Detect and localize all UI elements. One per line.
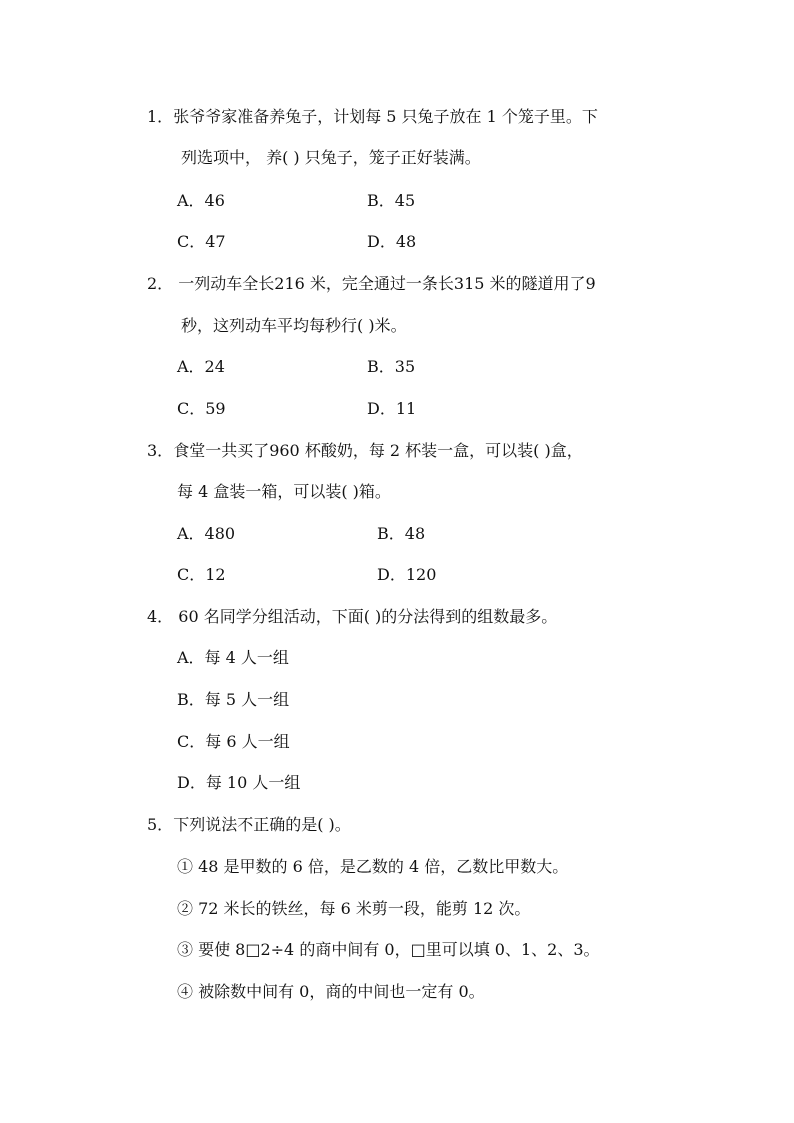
question-number: 1． (147, 107, 174, 126)
question-stem: 张爷爷家准备养兔子，计划每 5 只兔子放在 1 个笼子里。下 (173, 107, 598, 126)
question-1-line2: 列选项中， 养( ) 只兔子，笼子正好装满。 (181, 148, 481, 167)
question-stem: 下列说法不正确的是( )。 (173, 815, 351, 834)
question-number: 2． (147, 274, 174, 293)
question-3-line2: 每 4 盒装一箱，可以装( )箱。 (177, 482, 391, 501)
option-a: A．24 (177, 357, 225, 376)
option-c: C．59 (177, 399, 226, 418)
statement-3: ③ 要使 8□2÷4 的商中间有 0，□里可以填 0、1、2、3。 (177, 940, 600, 959)
option-c: C．每 6 人一组 (177, 732, 290, 751)
option-b: B．35 (367, 357, 416, 376)
question-1-line1 (147, 106, 598, 128)
option-b: B．45 (367, 191, 416, 210)
question-3-line1 (147, 440, 583, 462)
option-a: A．46 (177, 191, 225, 210)
option-a: A．每 4 人一组 (177, 648, 289, 667)
option-b: B．48 (377, 524, 426, 543)
statement-1: ① 48 是甲数的 6 倍，是乙数的 4 倍，乙数比甲数大。 (177, 857, 569, 876)
question-number: 4． (147, 607, 174, 626)
question-2-line2: 秒，这列动车平均每秒行( )米。 (181, 316, 407, 335)
question-4-line1 (147, 606, 557, 628)
option-d: D．11 (367, 399, 417, 418)
option-d: D．120 (377, 565, 437, 584)
option-c: C．12 (177, 565, 226, 584)
question-5-line1 (147, 814, 351, 836)
option-b: B．每 5 人一组 (177, 690, 290, 709)
statement-2: ② 72 米长的铁丝，每 6 米剪一段，能剪 12 次。 (177, 899, 531, 918)
question-stem: 食堂一共买了960 杯酸奶，每 2 杯装一盒，可以装( )盒， (173, 441, 583, 460)
question-number: 3． (147, 441, 174, 460)
option-d: D．每 10 人一组 (177, 773, 301, 792)
option-a: A．480 (177, 524, 236, 543)
question-stem: 60 名同学分组活动，下面( )的分法得到的组数最多。 (173, 607, 558, 626)
question-stem: 一列动车全长216 米，完全通过一条长315 米的隧道用了9 (173, 274, 596, 293)
option-d: D．48 (367, 232, 417, 251)
question-2-line1 (147, 273, 596, 295)
statement-4: ④ 被除数中间有 0，商的中间也一定有 0。 (177, 982, 485, 1001)
option-c: C．47 (177, 232, 226, 251)
question-number: 5． (147, 815, 174, 834)
